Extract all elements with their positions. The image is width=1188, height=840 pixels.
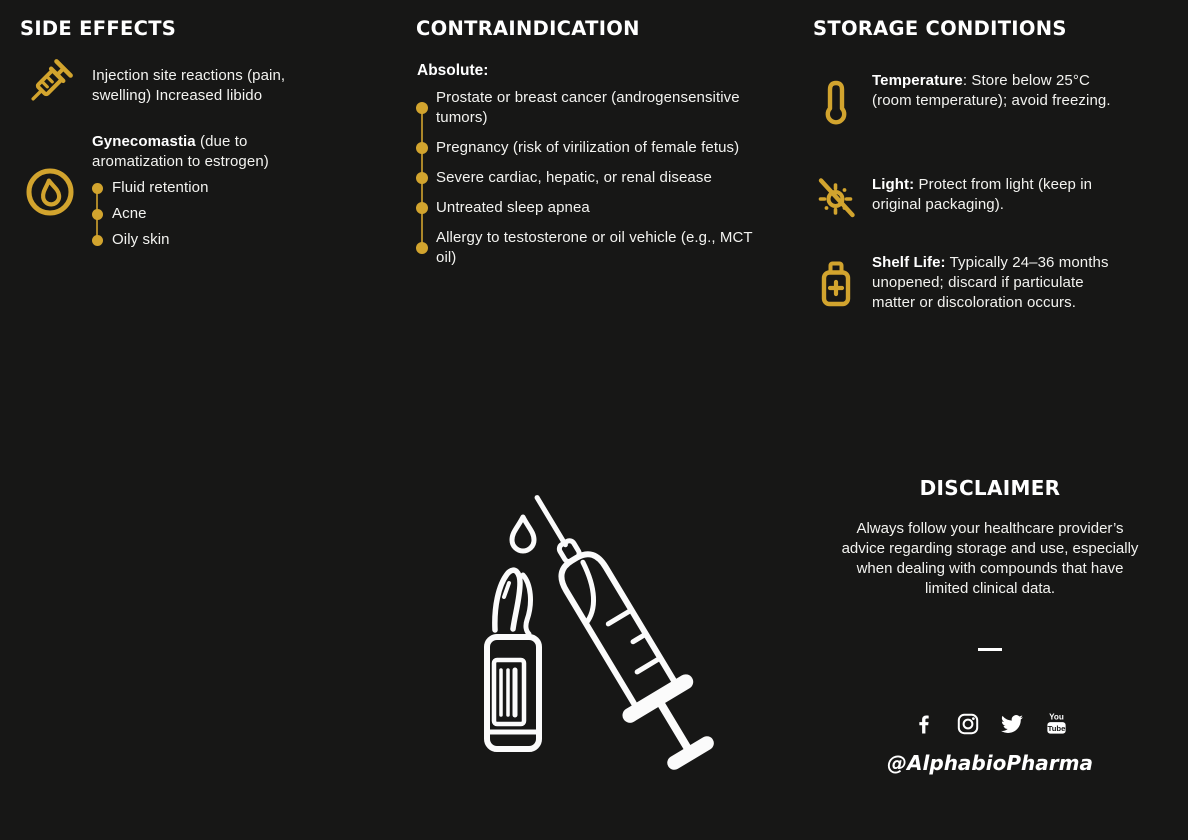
droplet-circle-icon [24, 166, 76, 218]
gynecomastia-sublist [92, 178, 312, 250]
thermometer-icon [822, 80, 850, 126]
list-item: Oily skin [92, 230, 312, 250]
facebook-icon[interactable] [911, 710, 937, 738]
list-item: Allergy to testosterone or oil vehicle (e.g., MCT oil) [416, 228, 776, 268]
medicine-bottle-icon [821, 261, 851, 307]
storage-shelf-life-text: Shelf Life: Typically 24–36 months unopened; discard if particulate matter or discoloration occurs. [872, 254, 1109, 311]
bullet-dot [416, 202, 428, 214]
storage-light-text: Light: Protect from light (keep in original packaging). [872, 176, 1093, 213]
droplet-glyph [512, 517, 534, 551]
instagram-icon[interactable] [955, 710, 981, 738]
storage-conditions-title: STORAGE CONDITIONS [813, 17, 1067, 40]
social-handle: @AlphabioPharma [887, 751, 1093, 775]
list-item: Severe cardiac, hepatic, or renal disease [416, 168, 776, 188]
side-effects-title: SIDE EFFECTS [20, 17, 177, 40]
side-effect-injection-text: Injection site reactions (pain, swelling) Increased libido [92, 67, 286, 104]
svg-text:You: You [1048, 712, 1064, 722]
disclaimer-title: DISCLAIMER [919, 476, 1061, 500]
bullet-dot [416, 142, 428, 154]
list-item: Fluid retention [92, 178, 312, 198]
disclaimer-body: Always follow your healthcare provider’s advice regarding storage and use, especially when dealing with compounds that have limited clinical data. [841, 520, 1139, 597]
list-item: Pregnancy (risk of virilization of female fetus) [416, 138, 776, 158]
bullet-dot [92, 183, 103, 194]
svg-text:Tube: Tube [1047, 723, 1065, 733]
ampoule-syringe-illustration [470, 480, 780, 780]
gynecomastia-bold: Gynecomastia [92, 133, 196, 150]
youtube-icon[interactable] [1043, 710, 1069, 738]
no-light-icon [814, 174, 858, 218]
bullet-dot [92, 235, 103, 246]
bullet-dot [416, 242, 428, 254]
contraindication-title: CONTRAINDICATION [416, 17, 640, 40]
bullet-dot [416, 102, 428, 114]
social-links-row [813, 710, 1167, 738]
twitter-icon[interactable] [999, 710, 1025, 738]
divider-line [978, 648, 1002, 651]
storage-temperature-text: Temperature: Store below 25°C (room temperature); avoid freezing. [872, 72, 1111, 109]
syringe-icon [22, 57, 74, 109]
side-effect-gynecomastia-text: Gynecomastia (due to aromatization to estrogen) [92, 133, 269, 170]
list-item: Prostate or breast cancer (androgensensitive tumors) [416, 88, 776, 128]
bullet-dot [416, 172, 428, 184]
ampoule-neck [495, 570, 520, 630]
bullet-dot [92, 209, 103, 220]
list-item: Acne [92, 204, 312, 224]
contraindication-list [416, 88, 776, 268]
list-item: Untreated sleep apnea [416, 198, 776, 218]
absolute-subtitle: Absolute: [417, 62, 489, 79]
